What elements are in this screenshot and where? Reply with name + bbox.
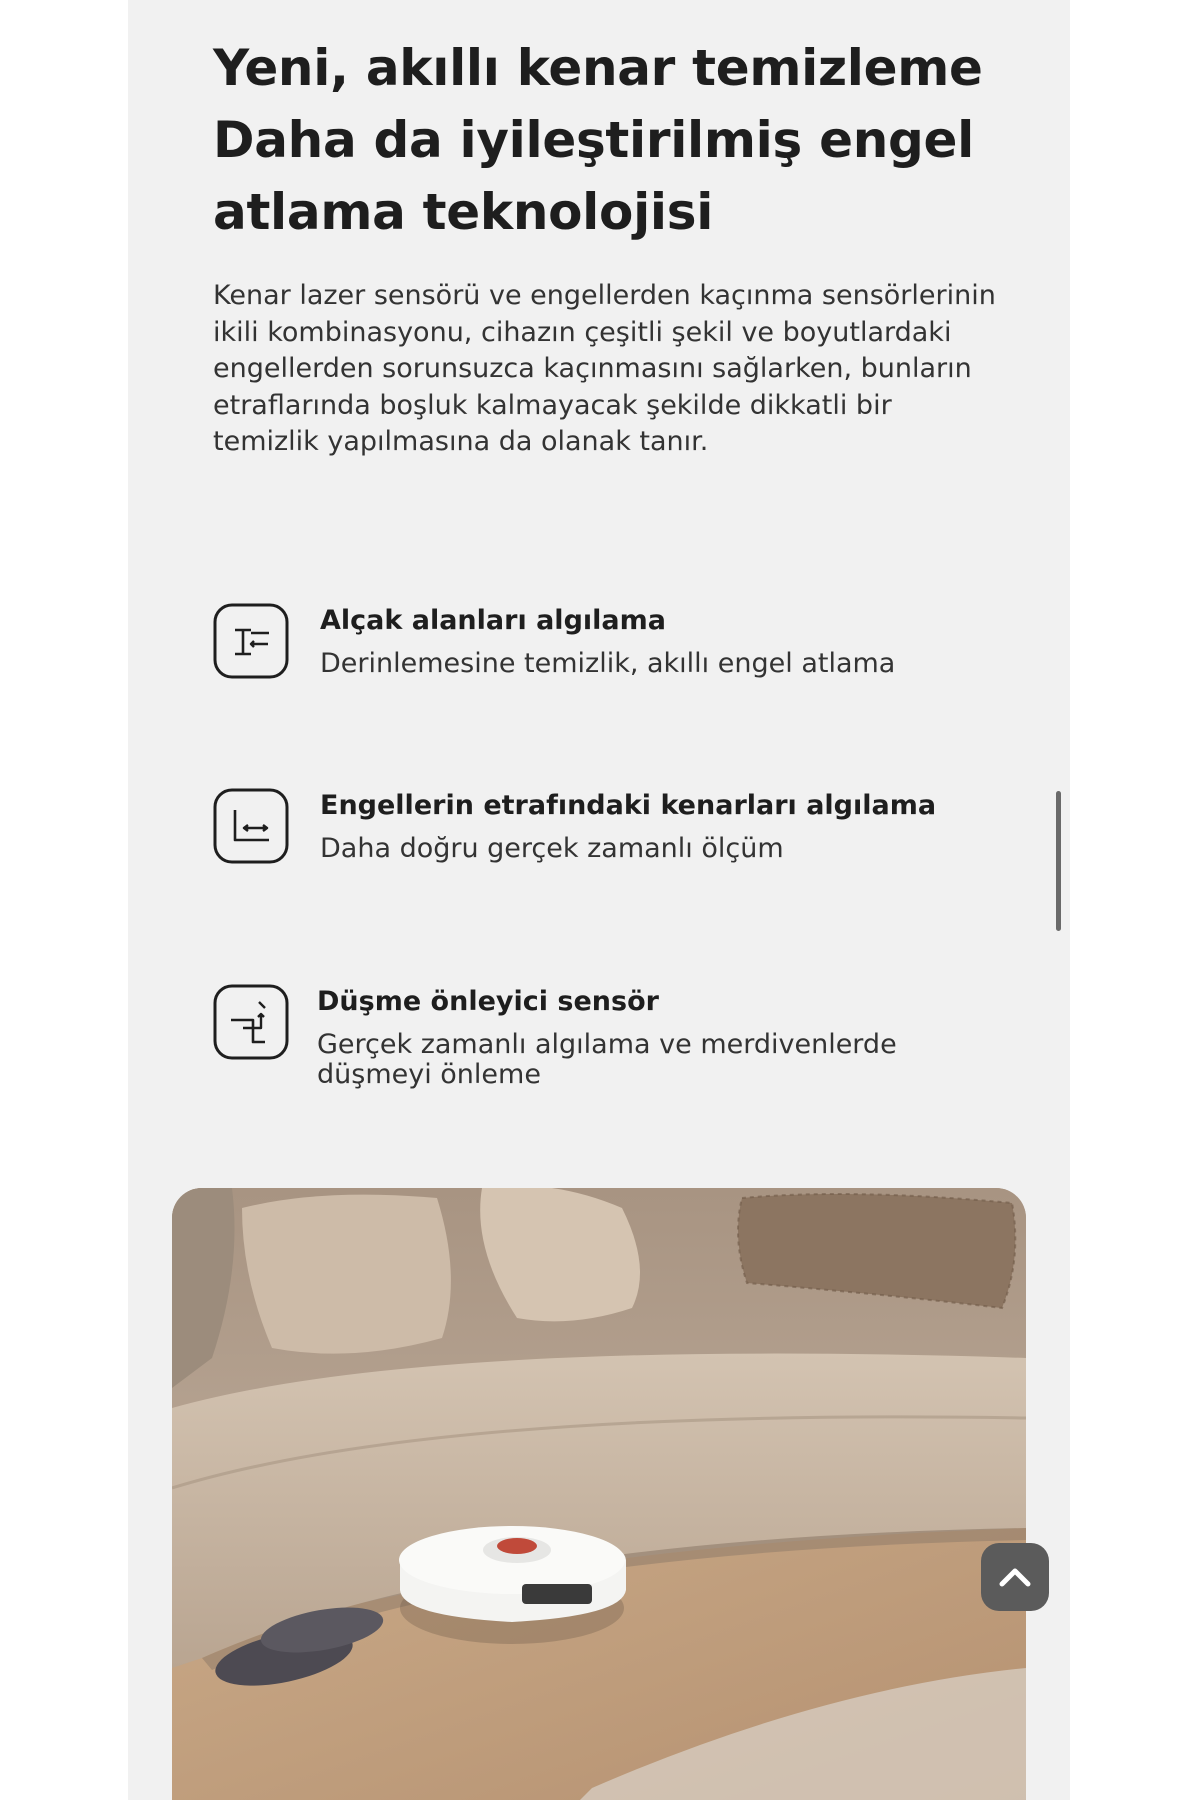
- back-to-top-button[interactable]: [981, 1543, 1049, 1611]
- feature-title: Düşme önleyici sensör: [317, 986, 659, 1017]
- feature-description: Gerçek zamanlı algılama ve merdivenlerde düşmeyi önleme: [317, 1029, 897, 1090]
- section-heading: [213, 32, 993, 248]
- product-detail-page: [128, 0, 1070, 1800]
- feature-title: Alçak alanları algılama: [320, 605, 666, 636]
- feature-description: Derinlemesine temizlik, akıllı engel atlama: [320, 648, 896, 679]
- chevron-up-icon: [998, 1566, 1032, 1588]
- cliff-sensor-icon: [213, 984, 289, 1060]
- section-description: Kenar lazer sensörü ve engellerden kaçınma sensörlerinin ikili kombinasyonu, cihazın çeşitli şekil ve boyutlardaki engellerden sorunsuzca kaçınmasını sağlarken, bunların etraflarında boşluk kalmayacak şekilde dikkatli bir temizlik yapılmasına da olanak tanır.: [213, 280, 996, 457]
- edge-detection-icon: [213, 788, 289, 864]
- heading-line-2: Daha da iyileştirilmiş engel atlama teknolojisi: [213, 111, 974, 241]
- low-area-detection-icon: [213, 603, 289, 679]
- scrollbar[interactable]: [1056, 791, 1061, 931]
- heading-line-1: Yeni, akıllı kenar temizleme: [213, 39, 983, 97]
- feature-title: Engellerin etrafındaki kenarları algılama: [320, 790, 937, 821]
- feature-description: Daha doğru gerçek zamanlı ölçüm: [320, 833, 784, 864]
- robot-vacuum-living-room-photo: [172, 1188, 1026, 1800]
